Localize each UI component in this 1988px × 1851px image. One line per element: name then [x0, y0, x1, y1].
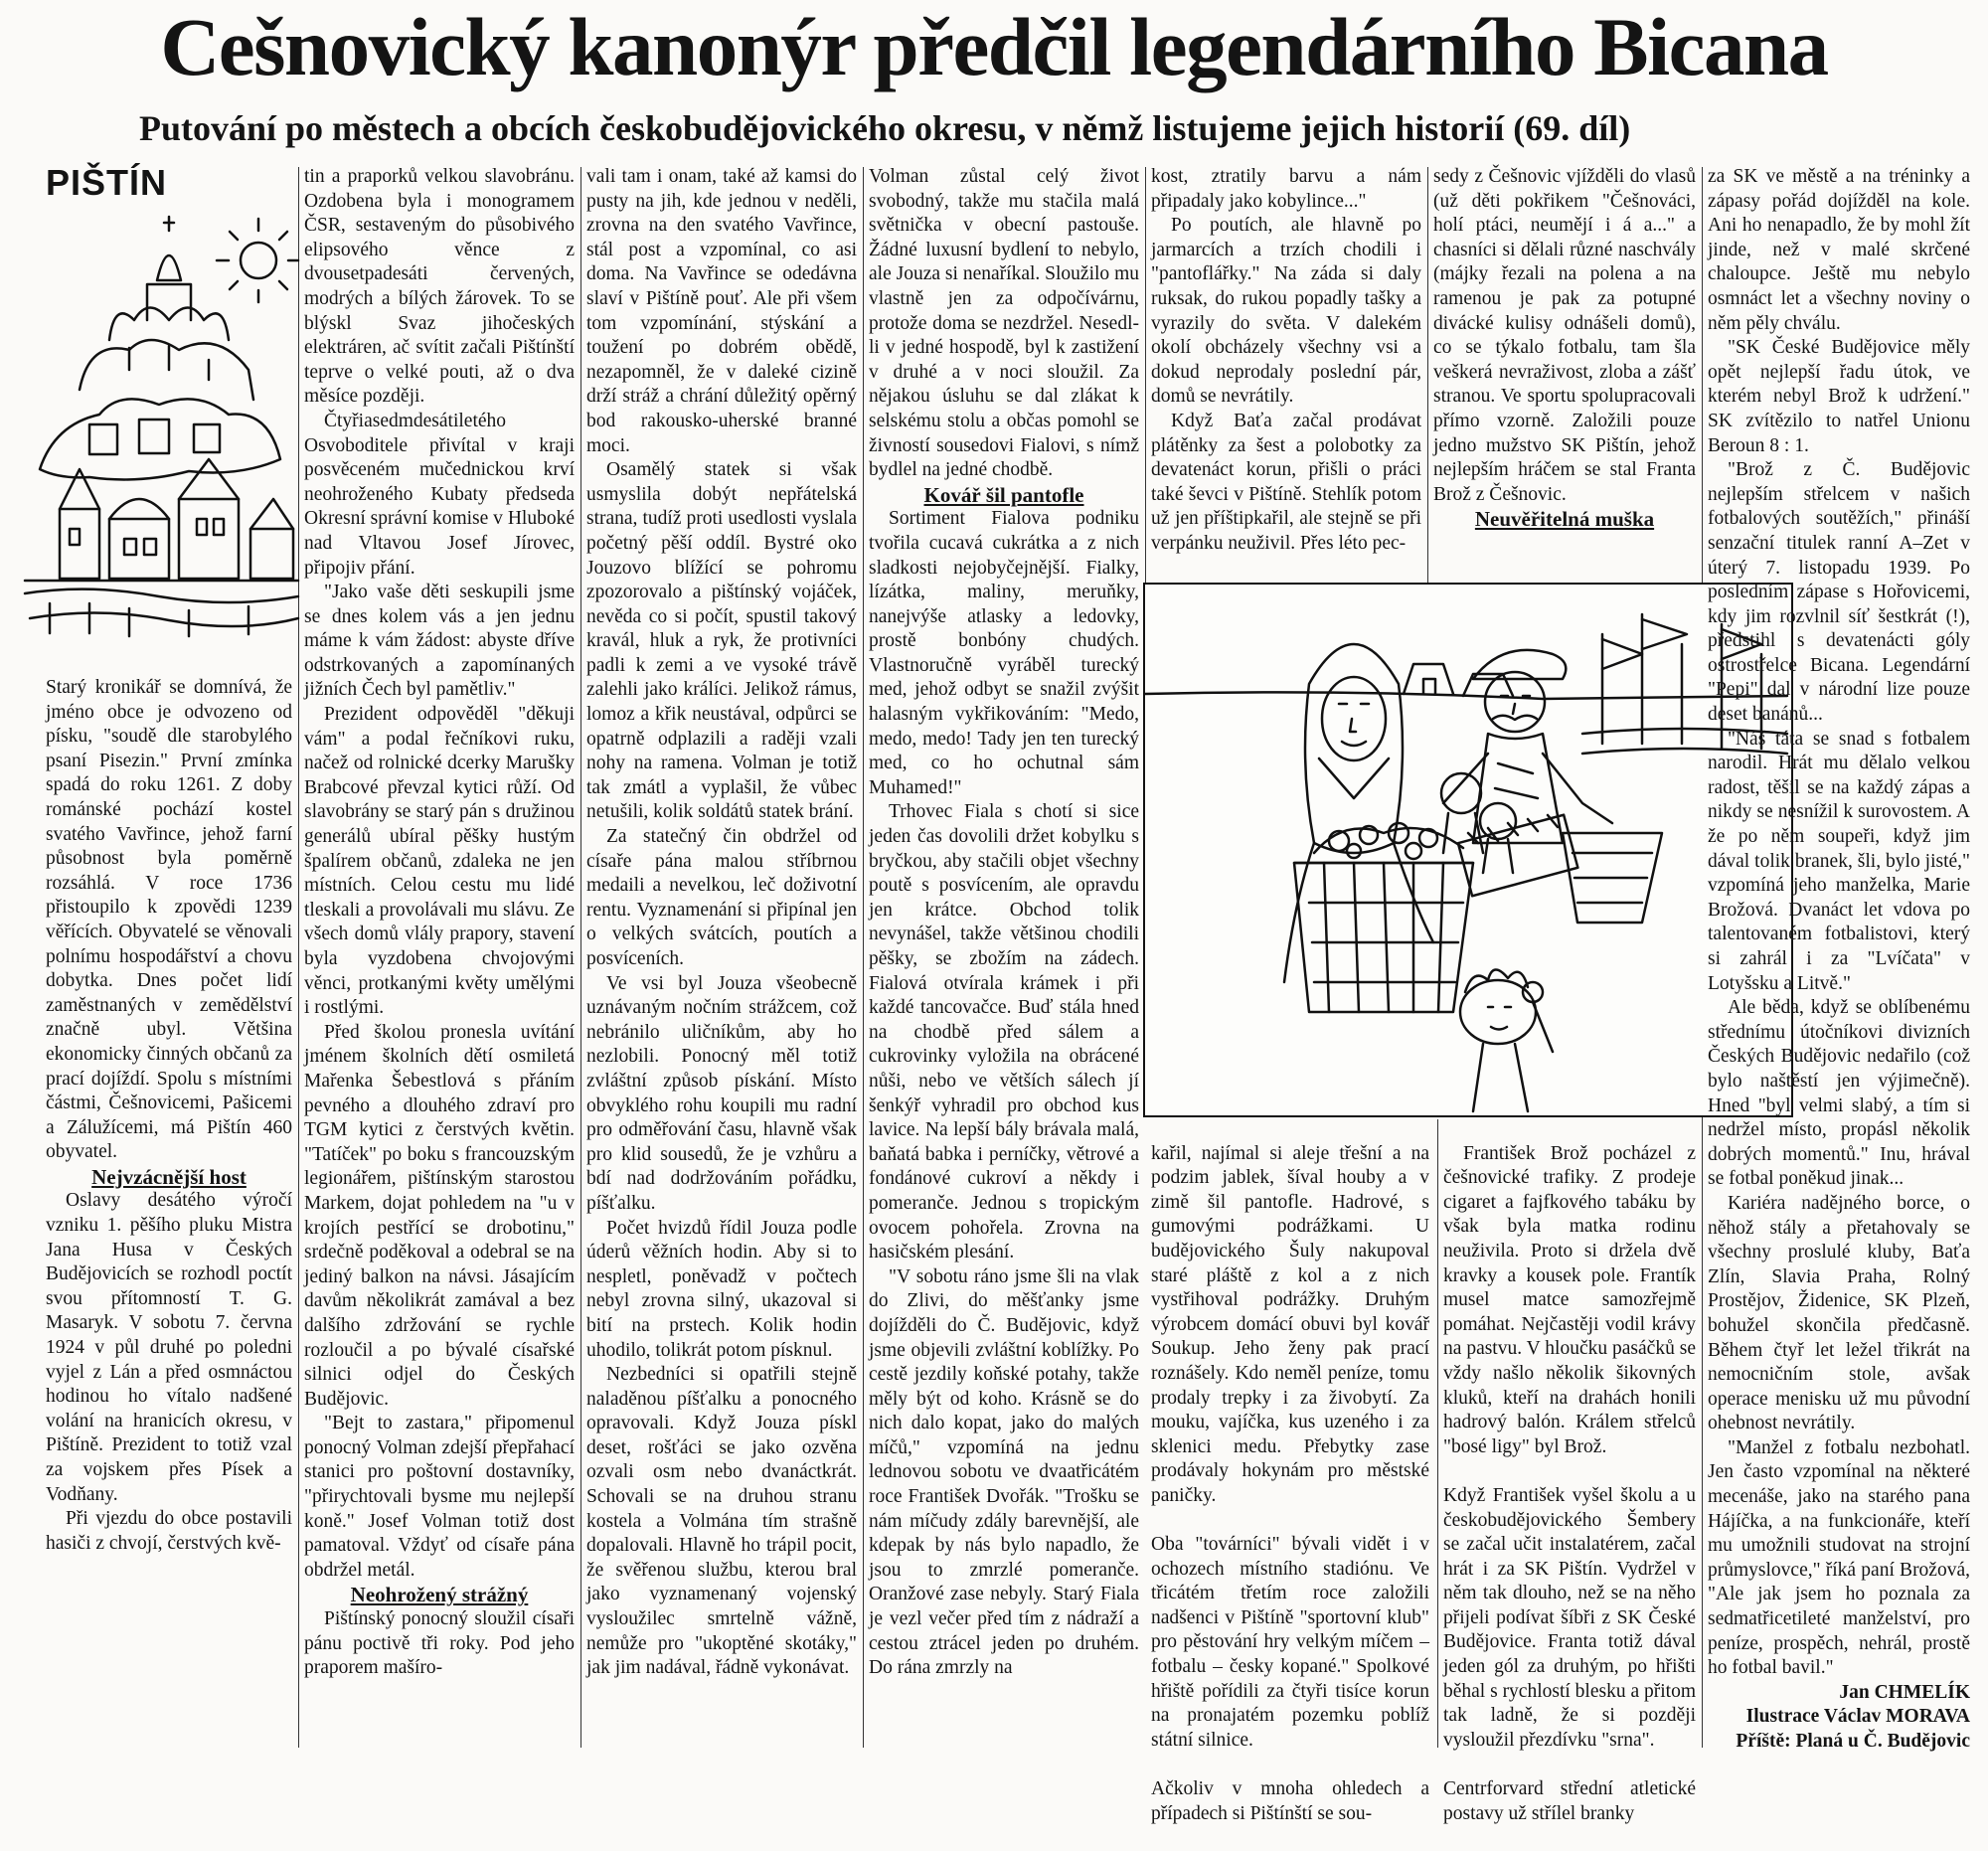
paragraph: za SK ve městě a na tréninky a zápasy pořád dojížděl na kole. Ani ho nenapadlo, že by mohl žít jinde, než v malé skrčené chaloupce. Ještě mu nebylo osmnáct let a všechny noviny o něm pěly chválu. — [1708, 166, 1970, 334]
paragraph: tin a praporků velkou slavobránu. Ozdobena byla i monogramem ČSR, sestaveným do působivého elipsového věnce z dvousetpadesáti červených, modrých a bílých žárovek. To se blýskl Svaz jihočeských elektráren, ač svítit začali Pištínští teprve o velké pouti, až o dva měsíce později. — [304, 166, 575, 408]
next-episode: Příště: Planá u Č. Budějovic — [1736, 1731, 1970, 1752]
column-6-top — [1433, 165, 1696, 581]
column-3 — [586, 165, 857, 1752]
column-rule — [1437, 1119, 1438, 1748]
place-name: PIŠTÍN — [46, 162, 168, 203]
paragraph: Když Baťa začal prodávat plátěnky za šest a polobotky za devatenáct korun, přišli o práci také ševci v Pištíně. Stehlík potom už jen příštipkařil, ale stejně se při verpánku neuživil. Přes léto pec- — [1151, 410, 1421, 554]
paragraph: vali tam i onam, také až kamsi do pusty na jih, kde jednou v neděli, zrovna na den svatého Vavřince, stál post a vzpomínal, co asi doma. Na Vavřince se odedávna slaví v Pištíně pouť. Ale při všem tom vzpomínání, stýskání a toužení po dobrém obědě, nezapomněl, že v daleké cizině drží stráž a chrání důležitý opěrný bod rakousko-uherské branné moci. — [586, 166, 857, 456]
paragraph: Počet hvizdů řídil Jouza podle úderů věžních hodin. Aby si to nespletl, poněvadž v počtech nebyl zrovna silný, ukazoval si bití na prstech. Kolik hodin uhodilo, tolikrát potom písknul. — [586, 1217, 857, 1361]
subheading: Neohrožený strážný — [350, 1583, 529, 1607]
column-7 — [1708, 165, 1970, 1756]
paragraph: "V sobotu ráno jsme šli na vlak do Zlivi, do měšťanky jsme dojížděli do Č. Budějovic, když jsme objevili zvláštní koblížky. Po cestě jezdily koňské potahy, takže měly být od koho. Krásně se do nich dalo kopat, jako do malých míčů," vzpomíná na jednu lednovou sobotu ve dvaatřicátém roce František Dvořák. "Trošku se nám míčudy zdály barevnější, ale kdepak by nás bylo napadlo, že jsou to zmrzlé pomeranče. Oranžové zase nebyly. Starý Fiala je vezl večer před tím z nádraží a cestou ztrácel jeden po druhém. Do rána zmrzly na — [869, 1265, 1139, 1679]
paragraph: "Brož z Č. Budějovic nejlepším střelcem v našich fotbalových soutěžích," přináší senzační titulek ranní A–Zet v úterý 7. listopadu 1939. Po posledním zápase s Hořovicemi, kdy jim rozvlnil síť šestkrát (!), předstihl s devatenácti góly ostrostřelce Bicana. Legendární "Pepi" dal v národní lize pouze deset banánů... — [1708, 459, 1970, 726]
paragraph: Pištínský ponocný sloužil císaři pánu poctivě tři roky. Pod jeho praporem mašíro- — [304, 1608, 575, 1679]
column-4 — [869, 165, 1139, 1752]
subheading: Kovář šil pantofle — [923, 482, 1084, 507]
village-illustration — [20, 211, 298, 638]
column-rule — [1145, 167, 1146, 585]
paragraph: Volman zůstal celý život svobodný, takže mu stačila malá světnička v obecní pastouše. Žádné luxusní bydlení to nebylo, ale Jouza si nenaříkal. Sloužilo mu vlastně jen za odpočívárnu, protože doma se nezdržel. Nesedl-li v jedné hospodě, byl k zastižení v druhé a v noci sloužil. Za nějakou úsluhu se dal zlákat k selskému stolu a občas pomohl se živností sousedovi Fialovi, s nímž bydlel na jedné chodbě. — [869, 166, 1139, 481]
paragraph: Starý kronikář se domnívá, že jméno obce je odvozeno od písku, "soudě dle starobylého psaní Pisezin." První zmínka spadá do roku 1261. Z doby románské pochází kostel svatého Vavřince, jehož farní působnost byla poměrně rozsáhlá. V roce 1736 přistoupilo k zpovědi 1239 věřících. Obyvatelé se věnovali polnímu hospodářství a chovu dobytka. Dnes počet lidí zaměstnaných v zemědělství značně ubyl. Většina ekonomicky činných občanů za prací dojíždí. Spolu s místními částmi, Češnovicemi, Pašicemi a Zálužícemi, má Pištín 460 obyvatel. — [46, 677, 292, 1163]
subheading: Neuvěřitelná muška — [1474, 507, 1655, 532]
paragraph: "Manžel z fotbalu nezbohatl. Jen často vzpomínal na některé mecenáše, jako na starého pana Hájíčka, a na funkcionáře, kteří mu umožnili studovat na strojní průmyslovce," říká paní Brožová, "Ale jak jsem ho poznala za sedmatřicetileté manželství, pro peníze, prospěch, nehrál, prostě ho fotbal bavil." — [1708, 1436, 1970, 1679]
paragraph: Ale běda, když se oblíbenému střednímu útočníkovi divizních Českých Budějovic nedařilo (což bylo naštěstí jen výjimečně). Hned "byl velmi slabý, a tím si nedržel místo, propásl několik dobrých momentů." Inu, hrával se fotbal poněkud jinak... — [1708, 997, 1970, 1190]
column-2 — [304, 165, 575, 1752]
market-illustration — [1143, 583, 1793, 1117]
paragraph: Sortiment Fialova podniku tvořila cucavá cukrátka a z nich sladkosti nejobyčejnější. Fialky, lízátka, maliny, meruňky, nanejvýše atlasky a ledovky, prostě bonbóny chudých. Vlastnoručně vyráběl turecký med, jehož odbyt se snažil zvýšit halasným vykřikováním: "Medo, medo, medo! Tady jen ten turecký med, co ho ochutnal sám Muhamed!" — [869, 508, 1139, 798]
column-rule — [1427, 167, 1428, 585]
paragraph: sedy z Češnovic vjížděli do vlasů (už děti pokřikem "Češnováci, holí ptáci, neumějí i á a..." a chasníci si dělali různé naschvály (májky řezali na polena a na ramenou je pak za potupné divácké kulisy odnášeli domů), co se týkalo fotbalu, tam šla veškerá nevraživost, zloba a zášť stranou. Ve sportu spolupracovali přímo vzorně. Založili pouze jedno mužstvo SK Pištín, jehož nejlepším hráčem se stal Franta Brož z Češnovic. — [1433, 166, 1696, 505]
paragraph: "Náš táta se snad s fotbalem narodil. Hrát mu dělalo velkou radost, těšil se na každý zápas a nikdy se nesnížil k surovostem. A že po něm soupeři, když jim dával tolik branek, šli, bylo jisté," vzpomíná jeho manželka, Marie Brožová. Dvanáct let vdova po talentovaném fotbalistovi, který si zahrál i za "Lvíčata" v Lotyšsku a Litvě." — [1708, 728, 1970, 994]
paragraph: František Brož pocházel z češnovické trafiky. Z prodeje cigaret a fajfkového tabáku by však byla matka rodinu neuživila. Proto si držela dvě kravky a kousek pole. Frantík musel matce samozřejmě pomáhat. Nejčastěji vodil krávy na pastvu. V hloučku pasáčků se vždy našlo několik šikovných kluků, kteří na drahách honili hadrový balón. Králem střelců "bosé ligy" byl Brož. Když František vyšel školu a u českobudějovického Šembery se začal učit instalatérem, začal hrát i za SK Pištín. Vydržel v něm tak dlouho, než se na něho přijeli podívat šíbři z SK České Budějovice. Franta totiž dával jeden gól za druhým, po hřišti běhal s rychlostí blesku a přitom tak ladně, že si později vysloužil přezdívku "srna". Centrforvard střední atletické postavy už střílel branky — [1443, 1142, 1696, 1824]
paragraph: Kariéra nadějného borce, o něhož stály a přetahovaly se všechny proslulé kluby, Baťa Zlín, Slavia Praha, Rolný Prostějov, Židenice, SK Plzeň, bohužel skončila předčasně. Během čtyř let ležel třikrát na nemocničním stole, avšak operace menisku už mu původní ohebnost nevrátily. — [1708, 1192, 1970, 1434]
paragraph: "Bejt to zastara," připomenul ponocný Volman zdejší přepřahací stanici pro poštovní dostavníky, "přirychtovali bysme mu nejlepší koně." Josef Volman totiž dost pamatoval. Vždyť od císaře pána obdržel metál. — [304, 1413, 575, 1581]
paragraph: Čtyřiasedmdesátiletého Osvoboditele přivítal v kraji posvěceném mučednickou krví neohroženého Kubaty předseda Okresní správní komise v Hluboké nad Vltavou Josef Jírovec, připojiv přání. — [304, 410, 575, 579]
paragraph: "SK České Budějovice měly opět nejlepší řadu útok, ve kterém nebyl Brož k udržení." SK zvítězilo to natřel Unionu Beroun 8 : 1. — [1708, 337, 1970, 456]
paragraph: Ve vsi byl Jouza všeobecně uznávaným nočním strážcem, což nebránilo uličníkům, aby ho nezlobili. Ponocný měl totiž zvláštní způsob pískání. Místo obvyklého rohu koupili mu radní pro odměřování času, hlavně však pro klid sousedů, že je vzhůru a bdí nad dodržováním pořádku, píšťalku. — [586, 972, 857, 1214]
paragraph: Prezident odpověděl "děkuji vám" a podal řečníkovi ruku, načež od rolnické dcerky Marušky Brabcové převzal kytici růží. Od slavobrány se starý pán s družinou generálů ubíral pěšky hustým špalírem občanů, zdaleka ne jen místních. Celou cestu mu lidé tleskali a provolávali mu slávu. Ze všech domů vlály prapory, stavení byla vyzdobena chvojovými věnci, protkanými květy umělými i rostlými. — [304, 704, 575, 1019]
author-byline: Jan CHMELÍK — [1839, 1681, 1970, 1703]
column-5-top — [1151, 165, 1421, 581]
paragraph: "Jako vaše děti seskupili jsme se dnes kolem vás a jen jednu máme k vám žádost: abyste dříve odstrkovaných a zapomínaných jižních Čech byl pamětliv." — [304, 582, 575, 701]
paragraph: Oslavy desátého výročí vzniku 1. pěšího pluku Mistra Jana Husa v Českých Budějovicích se rozhodl poctít svou přítomností T. G. Masaryk. V sobotu 7. června 1924 v půl druhé po poledni vyjel z Lán a před osmnáctou hodinou ho vítalo nadšené volání na hranicích okresu, v Pištíně. Prezident to totiž vzal za vojskem přes Písek a Vodňany. — [46, 1190, 292, 1505]
column-6-bottom — [1443, 1117, 1696, 1824]
subheadline: Putování po městech a obcích českobudějovického okresu, v němž listujeme jejich historií (69. díl) — [139, 108, 1631, 148]
paragraph: kost, ztratily barvu a nám připadaly jako kobylince..." — [1151, 166, 1421, 212]
paragraph: kařil, najímal si aleje třešní a na podzim jablek, šíval houby a v zimě šil pantofle. Hadrové, s gumovými podrážkami. U budějovického Šuly nakupoval staré pláště z kol a z nich vystřihoval podrážky. Druhým výrobcem domácí obuvi byl kovář Soukup. Jeho ženy pak prací roznášely. Kdo neměl peníze, tomu prodaly trepky i za živobytí. Za mouku, vajíčka, kus uzeného i za sklenici medu. Přebytky zase prodávaly hokynám pro městské paničky. Oba "továrníci" bývali vidět i v ochozech místního stadiónu. Ve třicátém třetím roce založili nadšenci v Pištíně "sportovní klub" pro pěstování hry velkým míčem – fotbalu – česky kopané." Spolkové hřiště pořídili za čtyři tisíce korun na pronajatém pozemku poblíž státní silnice. Ačkoliv v mnoha ohledech a případech si Pištínští se sou- — [1151, 1142, 1429, 1824]
paragraph: Za statečný čin obdržel od císaře pána malou stříbrnou medaili a nevelkou, leč doživotní rentu. Vyznamenání si připínal jen o velkých svátcích, poutích a posvíceních. — [586, 826, 857, 969]
subheading: Nejvzácnější host — [91, 1164, 247, 1189]
paragraph: Nezbedníci si opatřili stejně naladěnou píšťalku a ponocného opravovali. Když Jouza pískl deset, rošťáci se jako ozvěna ozvali osm nebo dvanáctkrát. Schovali se na druhou stranu kostela a Volmána tím strašně dopalovali. Hlavně ho trápil pocit, že svěřenou službu, kterou bral jako vyznamenaný vojenský vysloužilec smrtelně vážně, nemůže pro "ukoptěné skotáky," jak jim nadával, řádně vykonávat. — [586, 1364, 857, 1679]
column-5-bottom — [1151, 1117, 1429, 1824]
column-rule — [298, 167, 299, 1748]
paragraph: Po poutích, ale hlavně po jarmarcích a trzích chodili i "pantoflářky." Na záda si daly ruksak, do rukou popadly tašky a vyrazily do světa. V dalekém okolí obcházely všechny vsi a dokud neprodaly poslední pár, domů se nevrátily. — [1151, 215, 1421, 408]
headline: Cešnovický kanonýr předčil legendárního Bicana — [160, 1, 1828, 92]
paragraph: Před školou pronesla uvítání jménem školních dětí osmiletá Mařenka Šebestlová s přáním pevného a dlouhého zdraví pro TGM kytici z čerstvých květin. "Tatíček" po boku s francouzským legionářem, pištínským starostou Markem, dojat pohledem na "u v krojích pestřící se drobotinu," srdečně poděkoval a odebral se na jediný balkon na návsi. Jásajícím davům několikrát zamával a bez dalšího zdržování se rychle rozloučil a po bývalé císařské silnici odjel do Českých Budějovic. — [304, 1021, 575, 1410]
illustrator-credit: Ilustrace Václav MORAVA — [1745, 1706, 1970, 1728]
paragraph: Osamělý statek si však usmyslila dobýt nepřátelská strana, tudíž proti usedlosti vyslala početný pěší oddíl. Bystré oko Jouzovo blížící se pohromu zpozorovalo a pištínský vojáček, nevěda co si počít, spustil takový kravál, hluk a ryk, že protivníci padli k zemi a ve vysoké trávě zalehli jako králíci. Jelikož rámus, lomoz a křik neustával, odpůrci se opatrně odplazili a raději vzali nohy na ramena. Volman je totiž tak zmátl a vyplašil, že vůbec netušili, kolik soldátů statek brání. — [586, 459, 857, 823]
paragraph: Při vjezdu do obce postavili hasiči z chvojí, čerstvých kvě- — [46, 1508, 292, 1554]
column-rule — [863, 167, 864, 1748]
column-rule — [580, 167, 581, 1748]
paragraph: Trhovec Fiala s chotí si sice jeden čas dovolili držet kobylku s bryčkou, aby stačili objet všechny poutě s posvícením, ale opravdu jen krátce. Obchod tolik nevynášel, takže většinou chodili pěšky, se zbožím na zádech. Fialová otvírala krámek i při každé tancovačce. Buď stála hned na chodbě před sálem a cukrovinky vyložila na obrácené nůši, nebo ve větších sálech jí šenkýř vyhradil pro obchod kus lavice. Na lepší bály brávala malá, baňatá babka i perníčky, větrové a fondánové cukroví a někdy i pomeranče. Jednou s tropickým ovocem pohořela. Zrovna na hasičském plesání. — [869, 801, 1139, 1263]
